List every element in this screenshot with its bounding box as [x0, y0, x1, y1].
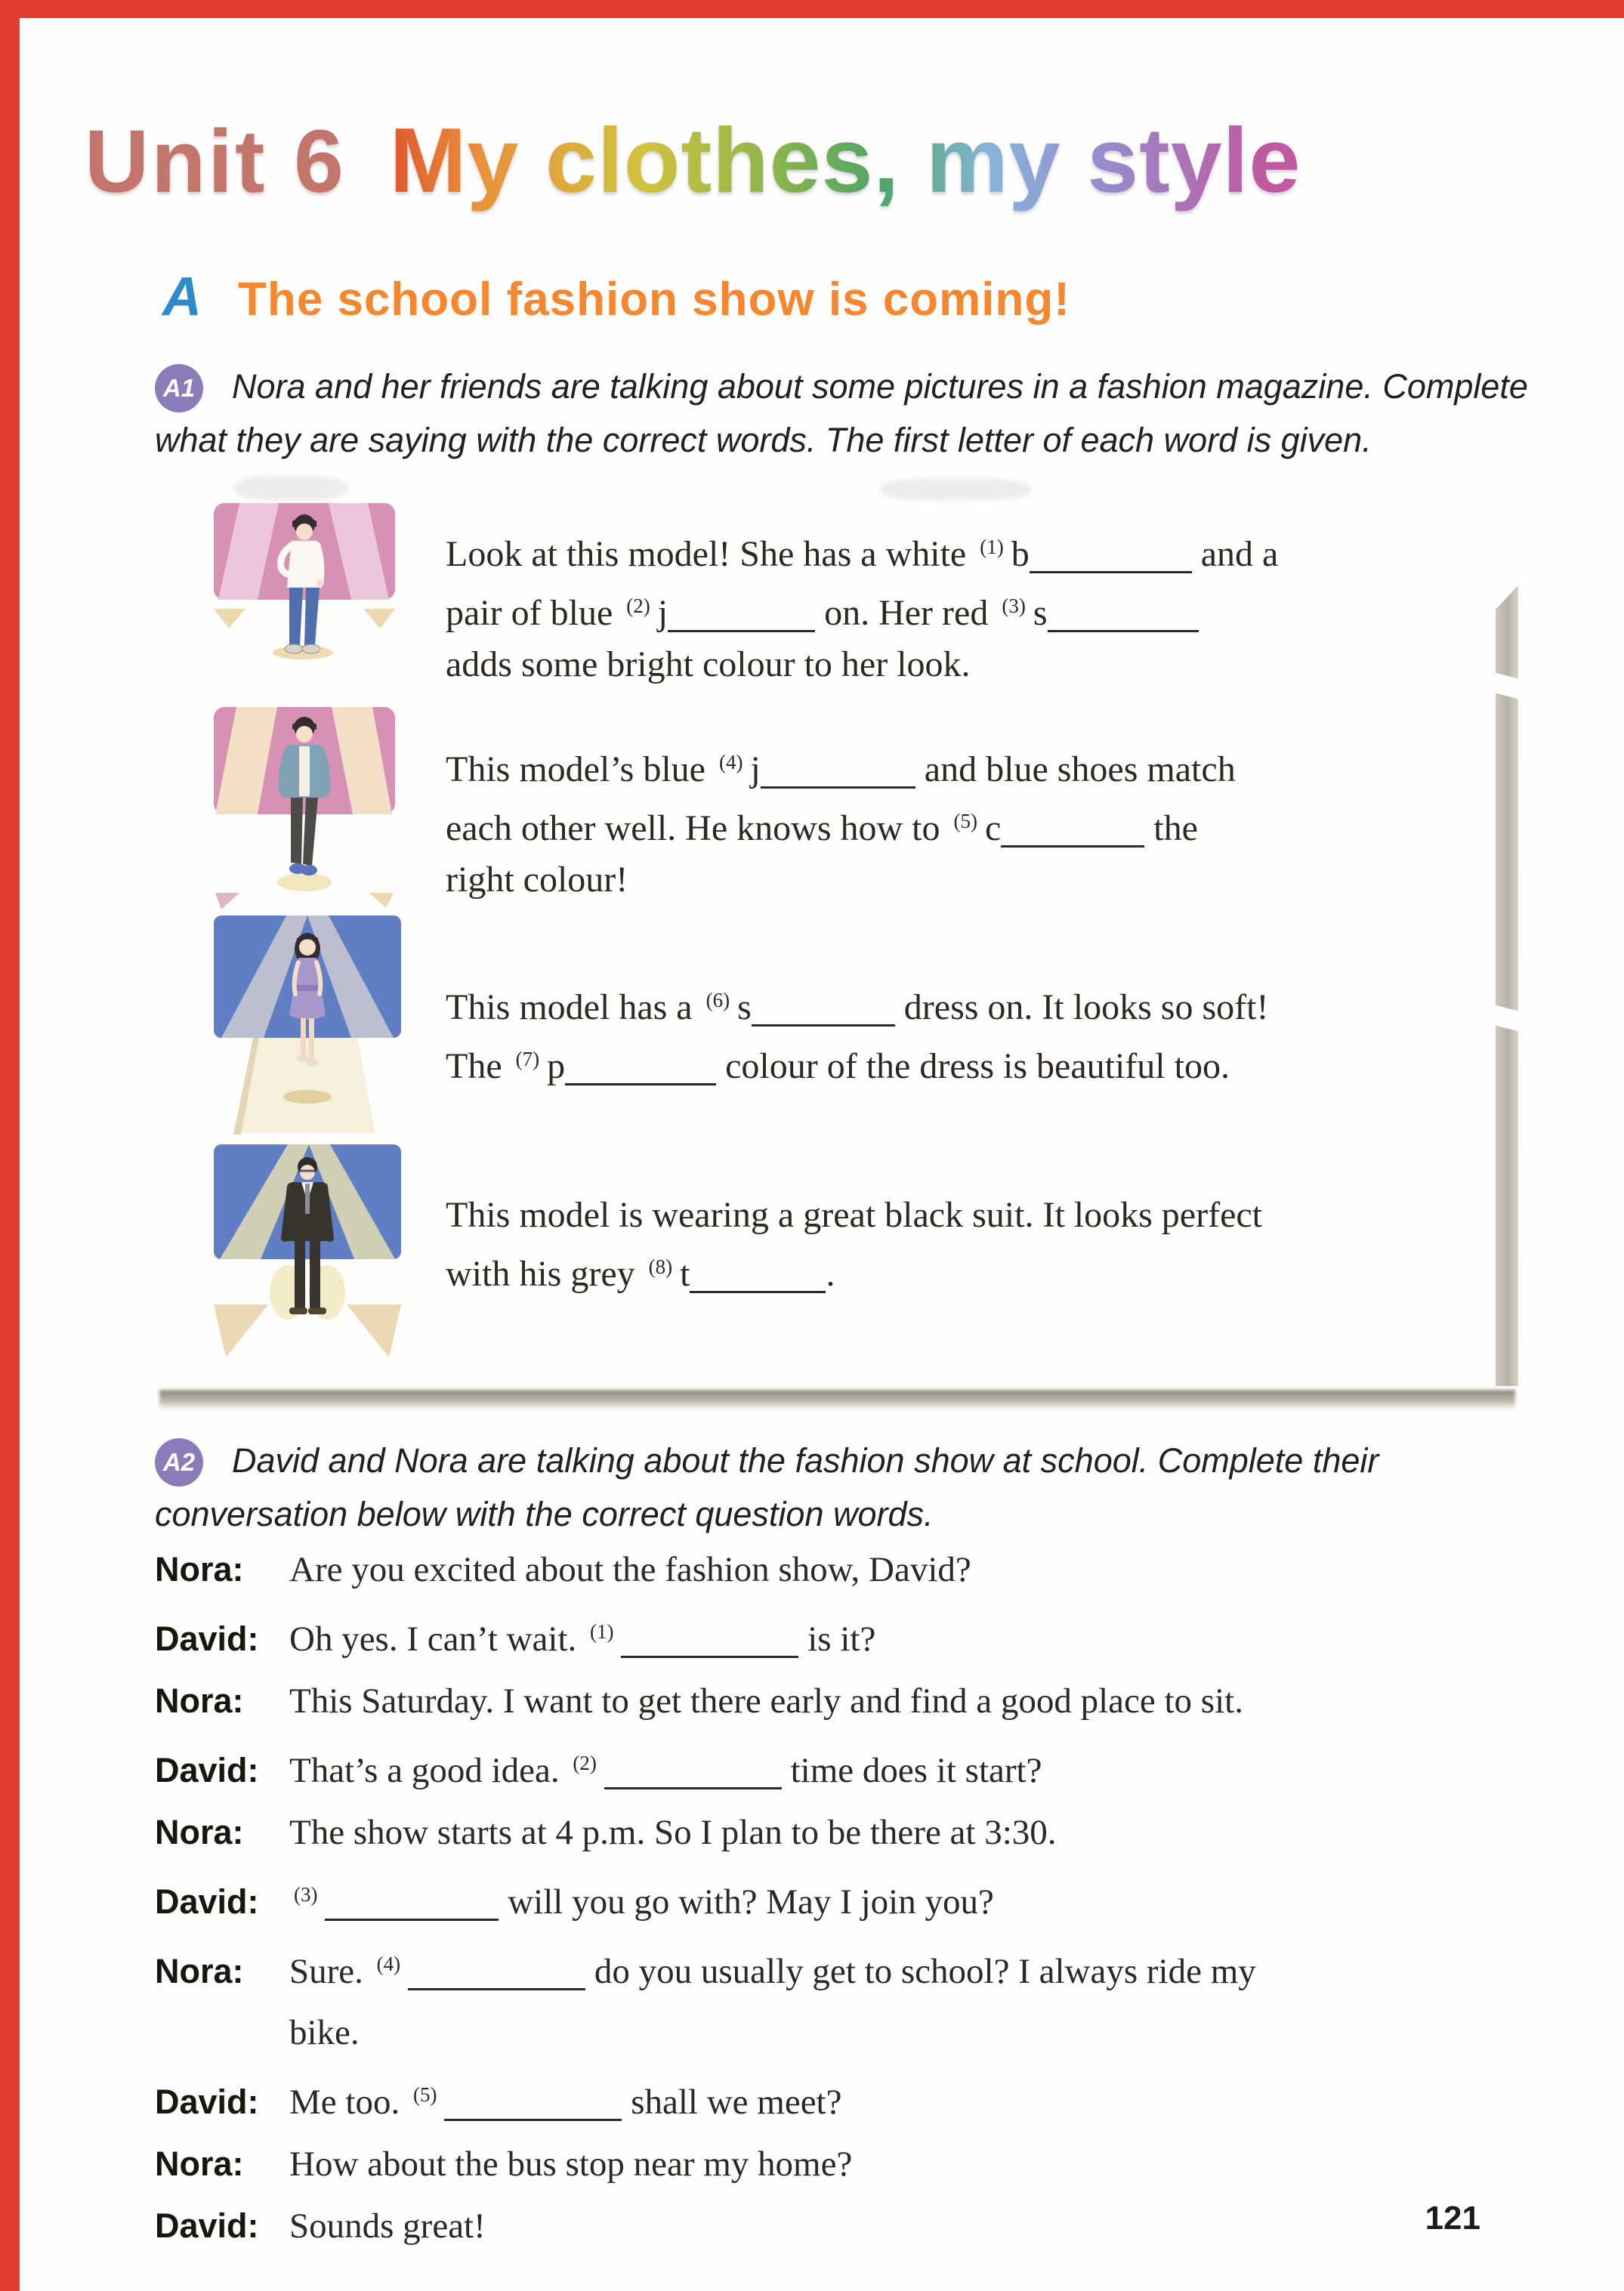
text-segment: .	[826, 1254, 835, 1294]
text-segment: j	[657, 593, 668, 633]
text-segment: Me too.	[289, 2083, 409, 2122]
page-number: 121	[1425, 2200, 1480, 2237]
text-segment: t	[680, 1254, 690, 1294]
dialogue-text	[289, 1743, 1545, 1790]
text-line	[289, 2075, 1545, 2122]
dialogue-text	[289, 1612, 1545, 1659]
text-segment: David and Nora are talking about the fashion show at school. Complete their	[232, 1441, 1379, 1480]
text-segment: what they are saying with the correct words. The first letter of each word is given.	[155, 421, 1372, 459]
fill-blank-paragraph-2	[446, 736, 1496, 906]
superscript-number: (1)	[980, 536, 1004, 558]
fill-blank-paragraph-4	[446, 1190, 1496, 1300]
answer-blank	[690, 1255, 826, 1293]
text-line	[446, 580, 1496, 639]
speaker-label: David:	[155, 1619, 259, 1658]
model-illustration-4	[214, 1144, 401, 1363]
answer-blank	[604, 1752, 782, 1789]
text-segment: bike.	[289, 2013, 360, 2052]
text-segment: adds some bright colour to her look.	[446, 644, 971, 684]
dialogue-row	[155, 2206, 1545, 2246]
answer-blank	[752, 988, 895, 1027]
text-segment: The	[446, 1046, 511, 1086]
text-segment: Look at this model! She has a white	[446, 534, 976, 574]
page-edge-left-red-bar	[0, 0, 20, 2291]
a1-instruction	[155, 360, 1537, 467]
dialogue-row	[155, 1944, 1545, 2052]
dialogue-row	[155, 1550, 1545, 1589]
superscript-number: (5)	[412, 2083, 437, 2106]
text-segment: s	[1033, 593, 1048, 633]
superscript-number: (2)	[573, 1752, 597, 1774]
answer-blank	[408, 1953, 585, 1990]
superscript-number: (6)	[705, 989, 730, 1011]
answer-blank	[325, 1883, 499, 1921]
text-line	[446, 736, 1496, 795]
text-line	[446, 1033, 1496, 1092]
dialogue-text	[289, 1875, 1545, 1922]
text-segment: pair of blue	[446, 593, 622, 633]
text-segment: conversation below with the correct question words.	[155, 1495, 934, 1533]
a2-instruction-text	[155, 1434, 1537, 1541]
text-segment: dress on. It looks so soft!	[894, 987, 1269, 1027]
dialogue-row	[155, 1612, 1545, 1659]
unit-number: Unit 6	[85, 112, 346, 212]
exercise-a1-card	[155, 487, 1496, 1390]
dialogue-text	[289, 2144, 1545, 2184]
answer-blank	[668, 594, 815, 632]
dialogue-row	[155, 2144, 1545, 2184]
text-line	[289, 1743, 1545, 1790]
answer-blank	[1030, 535, 1192, 573]
text-line	[289, 1944, 1545, 1991]
speaker-label: David:	[155, 1882, 259, 1921]
scan-smudge	[880, 478, 1031, 501]
superscript-number: (3)	[294, 1883, 318, 1906]
text-line	[289, 1875, 1545, 1922]
text-segment: Sure.	[289, 1952, 372, 1991]
answer-blank	[1048, 594, 1199, 632]
text-segment: is it?	[798, 1619, 876, 1659]
model-illustration-3	[214, 915, 401, 1142]
text-segment: c	[984, 808, 1002, 848]
text-segment: The show starts at 4 p.m. So I plan to be there at 3:30.	[289, 1813, 1057, 1852]
text-line	[289, 1681, 1545, 1721]
text-segment: right colour!	[446, 860, 628, 900]
text-segment: Sounds great!	[289, 2206, 486, 2246]
speaker-label: David:	[155, 2083, 259, 2121]
card-right-page-edge	[1496, 585, 1518, 1386]
text-segment: j	[750, 749, 761, 789]
text-segment: will you go with? May I join you?	[499, 1882, 994, 1922]
a2-dialogue	[155, 1550, 1545, 2268]
text-segment: with his grey	[446, 1254, 644, 1294]
card-bottom-shadow	[159, 1390, 1515, 1409]
speaker-label: Nora:	[155, 1681, 244, 1720]
a1-badge: A1	[155, 364, 203, 412]
section-letter: A	[162, 267, 202, 327]
text-segment: each other well. He knows how to	[446, 808, 949, 848]
text-line	[446, 639, 1496, 690]
model-illustration-1	[214, 497, 395, 671]
text-line	[446, 1190, 1496, 1241]
a2-instruction	[155, 1434, 1537, 1541]
text-line	[289, 1813, 1545, 1852]
text-line	[446, 521, 1496, 580]
fill-blank-paragraph-3	[446, 974, 1496, 1092]
text-line	[289, 2206, 1545, 2246]
text-line	[289, 1550, 1545, 1589]
speaker-label: David:	[155, 1751, 259, 1789]
speaker-label: Nora:	[155, 1550, 244, 1589]
dialogue-text	[289, 1550, 1545, 1589]
text-line	[446, 1241, 1496, 1300]
a2-badge: A2	[155, 1438, 203, 1487]
text-line	[446, 854, 1496, 906]
text-segment: How about the bus stop near my home?	[289, 2144, 853, 2184]
speaker-label: Nora:	[155, 1813, 244, 1851]
text-segment: This model has a	[446, 987, 702, 1027]
text-line	[289, 2013, 1545, 2052]
fill-blank-paragraph-1	[446, 521, 1496, 690]
superscript-number: (1)	[590, 1620, 614, 1643]
superscript-number: (2)	[626, 594, 650, 617]
speaker-label: Nora:	[155, 2144, 244, 2183]
text-segment: b	[1011, 534, 1030, 574]
text-segment: and a	[1191, 534, 1279, 574]
text-segment: Are you excited about the fashion show, David?	[289, 1550, 971, 1589]
text-segment: colour of the dress is beautiful too.	[716, 1046, 1230, 1086]
text-segment: s	[737, 987, 752, 1027]
text-segment: That’s a good idea.	[289, 1751, 569, 1790]
text-line	[155, 413, 1537, 467]
dialogue-row	[155, 1681, 1545, 1721]
superscript-number: (8)	[648, 1255, 673, 1278]
text-segment: time does it start?	[781, 1751, 1042, 1790]
text-line	[155, 1434, 1537, 1487]
text-line	[289, 2144, 1545, 2184]
text-segment: on. Her red	[815, 593, 998, 633]
unit-title: My clothes, my style	[389, 109, 1301, 212]
speaker-label: Nora:	[155, 1952, 244, 1990]
answer-blank	[621, 1620, 798, 1658]
text-line	[155, 1487, 1537, 1541]
dialogue-text	[289, 2075, 1545, 2122]
text-segment: do you usually get to school? I always ride my	[585, 1952, 1256, 1991]
a1-instruction-text	[155, 360, 1537, 467]
text-segment: and blue shoes match	[915, 749, 1236, 789]
text-segment: shall we meet?	[622, 2083, 842, 2122]
text-segment: Nora and her friends are talking about some pictures in a fashion magazine. Complete	[232, 367, 1528, 406]
text-line	[289, 1612, 1545, 1659]
speaker-label: David:	[155, 2206, 259, 2245]
dialogue-text	[289, 1813, 1545, 1852]
superscript-number: (4)	[376, 1953, 401, 1975]
dialogue-row	[155, 2075, 1545, 2122]
text-segment: This model is wearing a great black suit. It looks perfect	[446, 1195, 1263, 1235]
superscript-number: (3)	[1002, 594, 1026, 617]
text-segment: This model’s blue	[446, 749, 715, 789]
text-line	[446, 795, 1496, 854]
dialogue-text	[289, 1944, 1545, 2052]
page-edge-top-red-bar	[0, 0, 1624, 18]
superscript-number: (5)	[953, 810, 977, 832]
unit-header	[85, 107, 1301, 213]
dialogue-row	[155, 1813, 1545, 1852]
text-line	[155, 360, 1537, 413]
text-segment: p	[547, 1046, 566, 1086]
dialogue-row	[155, 1743, 1545, 1790]
section-a-heading	[162, 266, 1070, 328]
section-title: The school fashion show is coming!	[238, 273, 1070, 326]
answer-blank	[565, 1047, 716, 1085]
text-segment: Oh yes. I can’t wait.	[289, 1619, 585, 1659]
answer-blank	[761, 750, 915, 789]
text-segment: This Saturday. I want to get there early and find a good place to sit.	[289, 1681, 1243, 1721]
dialogue-text	[289, 2206, 1545, 2246]
superscript-number: (7)	[515, 1048, 540, 1070]
text-line	[446, 974, 1496, 1033]
text-segment: the	[1144, 808, 1198, 848]
dialogue-text	[289, 1681, 1545, 1721]
answer-blank	[444, 2083, 622, 2121]
dialogue-row	[155, 1875, 1545, 1922]
superscript-number: (4)	[718, 751, 743, 773]
answer-blank	[1001, 809, 1144, 848]
model-illustration-2	[214, 702, 395, 914]
